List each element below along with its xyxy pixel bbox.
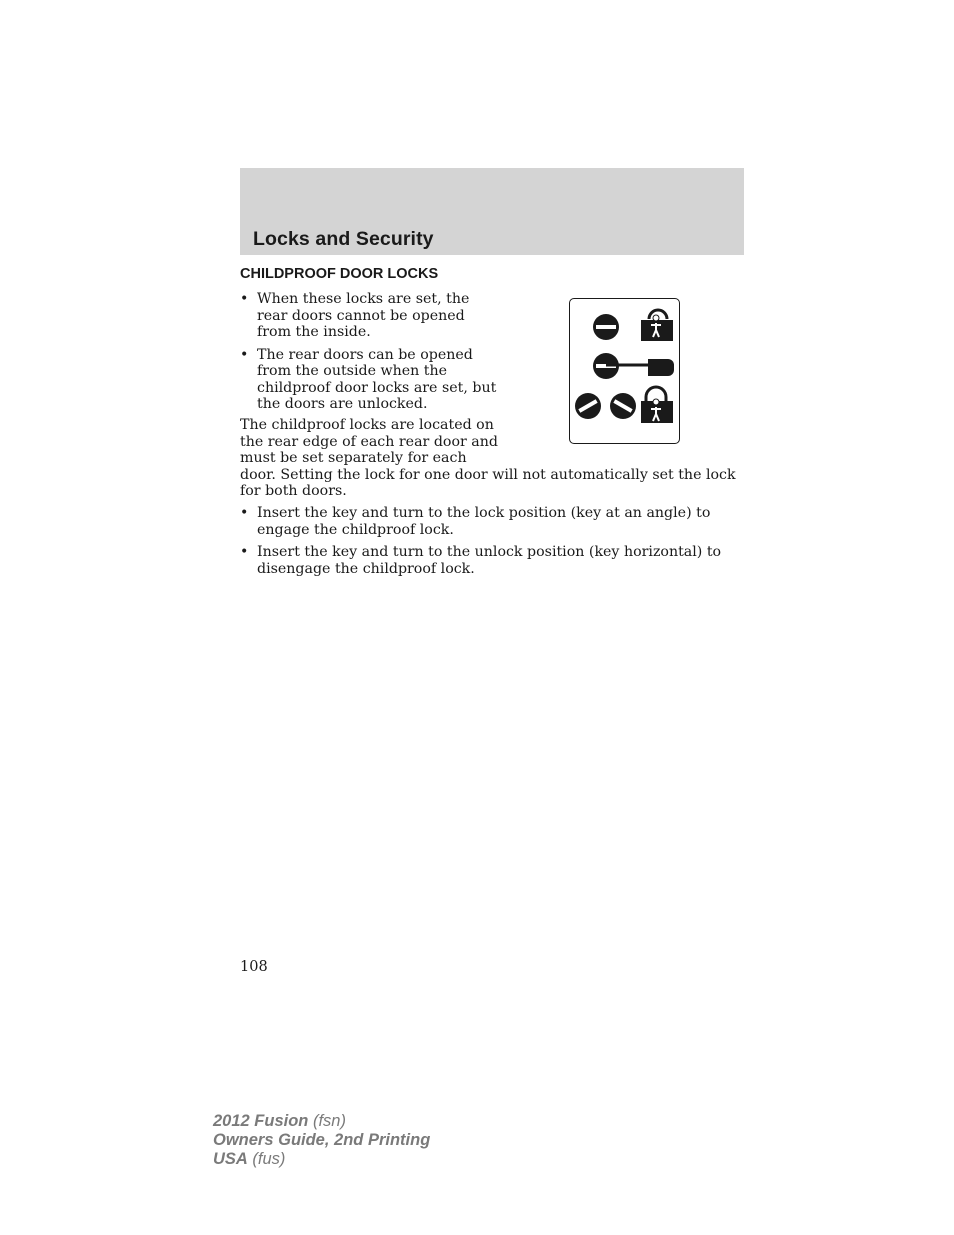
key-in-slot-icon	[593, 353, 674, 379]
bottom-bullet-list	[240, 505, 740, 583]
bullet-item: • Insert the key and turn to the lock position (key at an angle) to engage the childproof lock.	[240, 505, 740, 538]
child-unlocked-icon	[641, 310, 673, 341]
section-heading: CHILDPROOF DOOR LOCKS	[240, 266, 439, 282]
lock-slot-icon	[593, 314, 619, 340]
location-paragraph	[240, 417, 740, 500]
slot-angled-icon	[575, 393, 636, 419]
footer-line-3	[213, 1150, 430, 1169]
footer-publication-info	[213, 1112, 430, 1169]
page-title: Locks and Security	[253, 228, 434, 250]
footer-market: USA	[213, 1150, 248, 1168]
paragraph-part-1: The childproof locks are located on the rear edge of each rear door and must be set separately for each	[240, 417, 498, 466]
bullet-item: • When these locks are set, the rear doors cannot be opened from the inside.	[240, 291, 502, 341]
top-bullet-list	[240, 291, 502, 419]
footer-line-1	[213, 1112, 430, 1131]
page-number: 108	[240, 959, 268, 975]
paragraph-part-2: door. Setting the lock for one door will not automatically set the lock for both doors.	[240, 466, 736, 499]
footer-line-2: Owners Guide, 2nd Printing	[213, 1131, 431, 1149]
bullet-item: • Insert the key and turn to the unlock position (key horizontal) to disengage the childproof lock.	[240, 544, 740, 577]
footer-market-code: (fus)	[247, 1150, 286, 1168]
footer-model: 2012 Fusion	[213, 1112, 309, 1130]
footer-model-code: (fsn)	[308, 1112, 346, 1130]
bullet-item: • The rear doors can be opened from the outside when the childproof door locks are set, but the doors are unlocked.	[240, 347, 502, 413]
section-header-band	[240, 168, 744, 255]
